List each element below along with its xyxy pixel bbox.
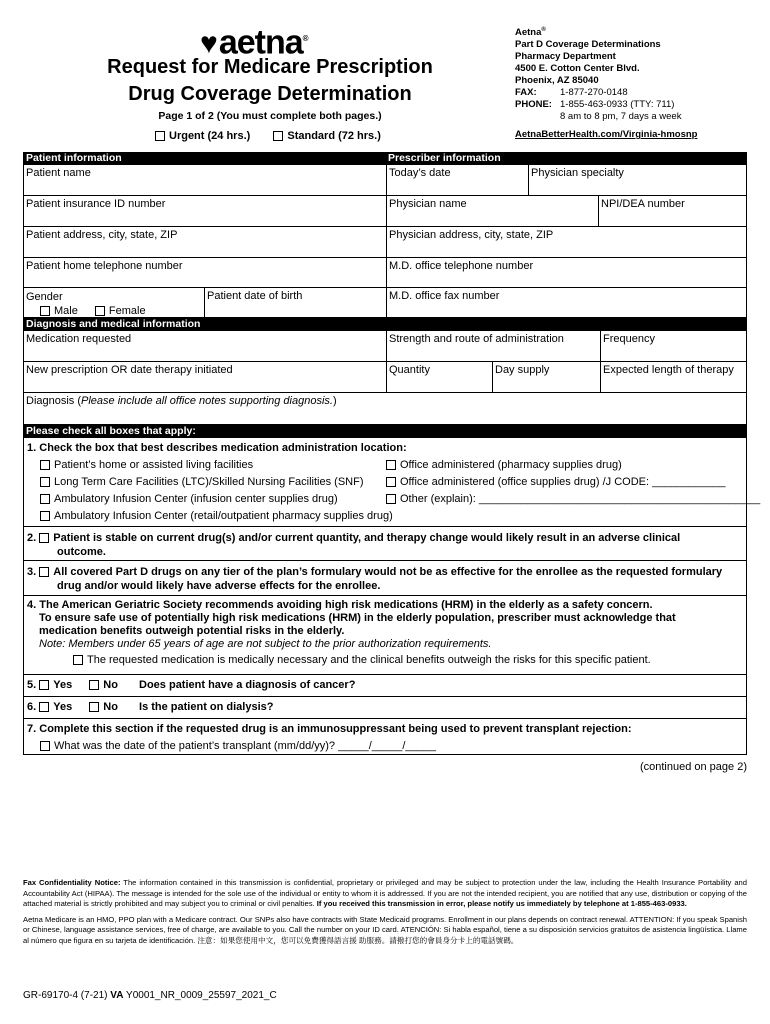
urgent-label: Urgent (24 hrs.) bbox=[169, 130, 251, 142]
field-label: Patient name bbox=[26, 167, 91, 179]
company-name: Aetna bbox=[515, 27, 542, 39]
dept-line2: Pharmacy Department bbox=[515, 51, 616, 63]
code-prefix: GR-69170-4 (7-21) bbox=[23, 990, 111, 1001]
q4-ack-checkbox[interactable] bbox=[73, 655, 83, 665]
prescriber-section-title: Prescriber information bbox=[388, 152, 501, 164]
form-row bbox=[23, 227, 747, 258]
q4-number: 4. bbox=[27, 599, 37, 611]
field-label: Day supply bbox=[495, 364, 550, 376]
diagnosis-field[interactable] bbox=[24, 393, 746, 424]
diagnosis-section-title: Diagnosis and medical information bbox=[26, 318, 201, 330]
q1-opt-ltc-checkbox[interactable] bbox=[40, 477, 50, 487]
field-label: Medication requested bbox=[26, 333, 132, 345]
q1-opt-infusion: Ambulatory Infusion Center (infusion center supplies drug) bbox=[54, 493, 338, 505]
q6-no-label: No bbox=[103, 701, 118, 713]
form-row bbox=[23, 393, 747, 425]
section-header-diagnosis bbox=[23, 318, 747, 331]
field-label: Expected length of therapy bbox=[603, 364, 734, 376]
field-label: Patient date of birth bbox=[207, 290, 303, 302]
fax-number: 1-877-270-0148 bbox=[560, 87, 628, 99]
field-label: Diagnosis ( bbox=[26, 395, 82, 407]
npi-field[interactable] bbox=[598, 196, 746, 226]
form-row bbox=[23, 331, 747, 362]
website-link[interactable]: AetnaBetterHealth.com/Virginia-hmosnp bbox=[515, 129, 698, 141]
dob-field[interactable] bbox=[204, 288, 386, 317]
field-label: Patient home telephone number bbox=[26, 260, 183, 272]
question-6 bbox=[23, 697, 747, 719]
urgency-options bbox=[155, 130, 401, 142]
field-label: Physician address, city, state, ZIP bbox=[389, 229, 554, 241]
q3-checkbox[interactable] bbox=[39, 567, 49, 577]
field-label: Frequency bbox=[603, 333, 655, 345]
patient-address-field[interactable] bbox=[24, 227, 386, 257]
question-5 bbox=[23, 675, 747, 697]
q1-opt-office-supplies: Office administered (office supplies drug) /J CODE: ____________ bbox=[400, 476, 726, 488]
q1-opt-retail-checkbox[interactable] bbox=[40, 511, 50, 521]
female-checkbox[interactable] bbox=[95, 306, 105, 316]
field-label: ) bbox=[332, 395, 337, 407]
footer bbox=[23, 878, 747, 951]
continued-note: (continued on page 2) bbox=[639, 761, 747, 773]
q5-text: Does patient have a diagnosis of cancer? bbox=[139, 679, 356, 691]
insurance-id-field[interactable] bbox=[24, 196, 386, 226]
patient-name-field[interactable] bbox=[24, 165, 386, 195]
company-registered-mark: ® bbox=[541, 27, 546, 33]
question-3 bbox=[23, 561, 747, 596]
male-checkbox[interactable] bbox=[40, 306, 50, 316]
q1-opt-home-checkbox[interactable] bbox=[40, 460, 50, 470]
q1-text: Check the box that best describes medication administration location: bbox=[39, 442, 407, 454]
title-line1: Request for Medicare Prescription bbox=[107, 56, 433, 78]
q4-ack-text: The requested medication is medically necessary and the clinical benefits outweigh the risks for this specific patient. bbox=[87, 654, 651, 666]
field-label: Patient address, city, state, ZIP bbox=[26, 229, 178, 241]
conf-bold: If you received this transmission in error, please notify us immediately by telephone at 1-855-463-0933. bbox=[316, 899, 687, 908]
quantity-field[interactable] bbox=[386, 362, 492, 392]
female-label: Female bbox=[108, 305, 146, 317]
gender-field bbox=[24, 288, 204, 317]
field-label: Quantity bbox=[389, 364, 430, 376]
field-label: NPI/DEA number bbox=[601, 198, 685, 210]
street: 4500 E. Cotton Center Blvd. bbox=[515, 63, 640, 75]
md-phone-field[interactable] bbox=[386, 258, 746, 287]
q5-no-checkbox[interactable] bbox=[89, 680, 99, 690]
field-label: M.D. office fax number bbox=[389, 290, 500, 302]
logo-trademark: ® bbox=[302, 34, 308, 43]
q7-checkbox[interactable] bbox=[40, 741, 50, 751]
conf-label: Fax Confidentiality Notice: bbox=[23, 878, 121, 887]
hours: 8 am to 8 pm, 7 days a week bbox=[560, 111, 682, 123]
strength-field[interactable] bbox=[386, 331, 600, 361]
q2-checkbox[interactable] bbox=[39, 533, 49, 543]
diagnosis-note: Please include all office notes supporting diagnosis. bbox=[81, 395, 333, 407]
section-header-checks bbox=[23, 425, 747, 438]
urgent-option[interactable] bbox=[155, 130, 250, 142]
q2-text: Patient is stable on current drug(s) and/or current quantity, and therapy change would likely result in an adverse clinical bbox=[53, 532, 681, 544]
form-row bbox=[23, 288, 747, 318]
field-label: Today’s date bbox=[389, 167, 451, 179]
q6-text: Is the patient on dialysis? bbox=[139, 701, 274, 713]
q4-text: The American Geriatric Society recommends avoiding high risk medications (HRM) in the elderly as a safety concern. bbox=[39, 599, 653, 611]
phone-label: PHONE: bbox=[515, 99, 552, 111]
q3-text: All covered Part D drugs on any tier of the plan’s formulary would not be as effective for the enrollee as the requested formulary bbox=[53, 566, 723, 578]
q1-number: 1. bbox=[27, 442, 37, 454]
q2-number: 2. bbox=[27, 532, 37, 544]
q3-number: 3. bbox=[27, 566, 37, 578]
frequency-field[interactable] bbox=[600, 331, 746, 361]
page-title bbox=[60, 54, 480, 108]
question-2 bbox=[23, 527, 747, 561]
q4-note: Note: Members under 65 years of age are not subject to the prior authorization requirements. bbox=[39, 638, 492, 650]
md-fax-field[interactable] bbox=[386, 288, 746, 317]
address-block bbox=[515, 24, 697, 141]
q7-text: Complete this section if the requested drug is an immunosuppressant being used to prevent transplant rejection: bbox=[39, 723, 632, 735]
new-rx-field[interactable] bbox=[24, 362, 386, 392]
question-1 bbox=[23, 438, 761, 527]
field-label: Strength and route of administration bbox=[389, 333, 564, 345]
physician-specialty-field[interactable] bbox=[528, 165, 746, 195]
fax-label: FAX: bbox=[515, 87, 537, 99]
q1-opt-ltc: Long Term Care Facilities (LTC)/Skilled Nursing Facilities (SNF) bbox=[54, 476, 364, 488]
field-label: M.D. office telephone number bbox=[389, 260, 534, 272]
code-suffix: Y0001_NR_0009_25597_2021_C bbox=[123, 990, 277, 1001]
q4-text-2: To ensure safe use of potentially high risk medications (HRM) in the elderly population, prescriber must acknowledge that bbox=[39, 612, 676, 624]
form-row bbox=[23, 362, 747, 393]
form bbox=[23, 152, 761, 773]
disclaimer: Aetna Medicare is an HMO, PPO plan with a Medicare contract. Our SNPs also have contracts with State Medicaid programs. Enrollment in our plans depends on contract renewal. ATTENTION: If you speak Spanish or Chinese, language assistance services, free of charge, are available to you. Call the number on your ID card. ATENCIÓN: Si habla español, tiene a su disposición servicios gratuitos de asistencia lingüística. Llame al número que figura en su tarjeta de identificación. 注意：如果您使用中文，您可以免費獲得語言援 助服務。請撥打您的會員身分卡上的電話號碼。 bbox=[23, 914, 747, 945]
medication-field[interactable] bbox=[24, 331, 386, 361]
standard-option[interactable] bbox=[273, 130, 381, 142]
q7-option: What was the date of the patient’s transplant (mm/dd/yy)? _____/_____/_____ bbox=[54, 740, 436, 752]
q5-yes-checkbox[interactable] bbox=[39, 680, 49, 690]
form-code bbox=[23, 990, 277, 1001]
q5-yes-label: Yes bbox=[53, 679, 73, 691]
question-4 bbox=[23, 596, 747, 675]
q7-number: 7. bbox=[27, 723, 37, 735]
therapy-length-field[interactable] bbox=[600, 362, 746, 392]
urgent-checkbox[interactable] bbox=[155, 131, 165, 141]
male-label: Male bbox=[54, 305, 78, 317]
section-header-patient-prescriber bbox=[23, 152, 747, 165]
q1-opt-office-supplies-checkbox[interactable] bbox=[386, 477, 396, 487]
field-label: Patient insurance ID number bbox=[26, 198, 166, 210]
q1-opt-other: Other (explain): ______________________________________________ bbox=[400, 493, 761, 505]
q1-opt-home: Patient’s home or assisted living facilities bbox=[54, 459, 254, 471]
title-line2: Drug Coverage Determination bbox=[128, 83, 412, 105]
q3-text-cont: drug and/or would likely have adverse effects for the enrollee. bbox=[57, 580, 381, 592]
standard-label: Standard (72 hrs.) bbox=[287, 130, 381, 142]
code-state: VA bbox=[110, 990, 124, 1001]
physician-name-field[interactable] bbox=[386, 196, 598, 226]
logo-text: aetna bbox=[218, 23, 303, 62]
q1-opt-infusion-checkbox[interactable] bbox=[40, 494, 50, 504]
q4-text-3: medication benefits outweigh potential risks in the elderly. bbox=[39, 625, 345, 637]
form-row bbox=[23, 258, 747, 288]
field-label: Physician name bbox=[389, 198, 467, 210]
question-7 bbox=[23, 719, 747, 755]
standard-checkbox[interactable] bbox=[273, 131, 283, 141]
checks-section-title: Please check all boxes that apply: bbox=[26, 425, 196, 437]
city: Phoenix, AZ 85040 bbox=[515, 75, 599, 87]
q2-text-cont: outcome. bbox=[57, 546, 106, 558]
field-label: Gender bbox=[26, 291, 63, 303]
form-row bbox=[23, 165, 747, 196]
heart-icon: ♥ bbox=[200, 27, 217, 61]
field-label: Physician specialty bbox=[531, 167, 624, 179]
q6-yes-checkbox[interactable] bbox=[39, 702, 49, 712]
q1-opt-retail: Ambulatory Infusion Center (retail/outpatient pharmacy supplies drug) bbox=[54, 510, 393, 522]
q6-no-checkbox[interactable] bbox=[89, 702, 99, 712]
phone-number: 1-855-463-0933 (TTY: 711) bbox=[560, 99, 675, 111]
q1-opt-office-pharmacy: Office administered (pharmacy supplies drug) bbox=[400, 459, 622, 471]
q5-no-label: No bbox=[103, 679, 118, 691]
dept-line1: Part D Coverage Determinations bbox=[515, 39, 661, 51]
patient-section-title: Patient information bbox=[26, 152, 122, 164]
form-row bbox=[23, 196, 747, 227]
q5-number: 5. bbox=[27, 679, 37, 691]
physician-address-field[interactable] bbox=[386, 227, 746, 257]
confidentiality-notice bbox=[23, 878, 747, 910]
q1-opt-office-pharmacy-checkbox[interactable] bbox=[386, 460, 396, 470]
patient-phone-field[interactable] bbox=[24, 258, 386, 287]
day-supply-field[interactable] bbox=[492, 362, 600, 392]
conf-text: The information contained in this transmission is confidential, proprietary or privileged and may be subject to protection under the law, including the Health Insurance Portability and Accountability Act (HIPAA). The message is intended for the sole use of the individual or entity to whom it is addressed. If you are not the intended recipient, you are notified that any use, distribution or copying of the attached material is strictly prohibited and may subject you to criminal or civil penalties. bbox=[23, 878, 747, 908]
todays-date-field[interactable] bbox=[386, 165, 528, 195]
q1-opt-other-checkbox[interactable] bbox=[386, 494, 396, 504]
q6-number: 6. bbox=[27, 701, 37, 713]
q6-yes-label: Yes bbox=[53, 701, 73, 713]
field-label: New prescription OR date therapy initiated bbox=[26, 364, 233, 376]
page-info: Page 1 of 2 (You must complete both pages.) bbox=[158, 110, 382, 122]
